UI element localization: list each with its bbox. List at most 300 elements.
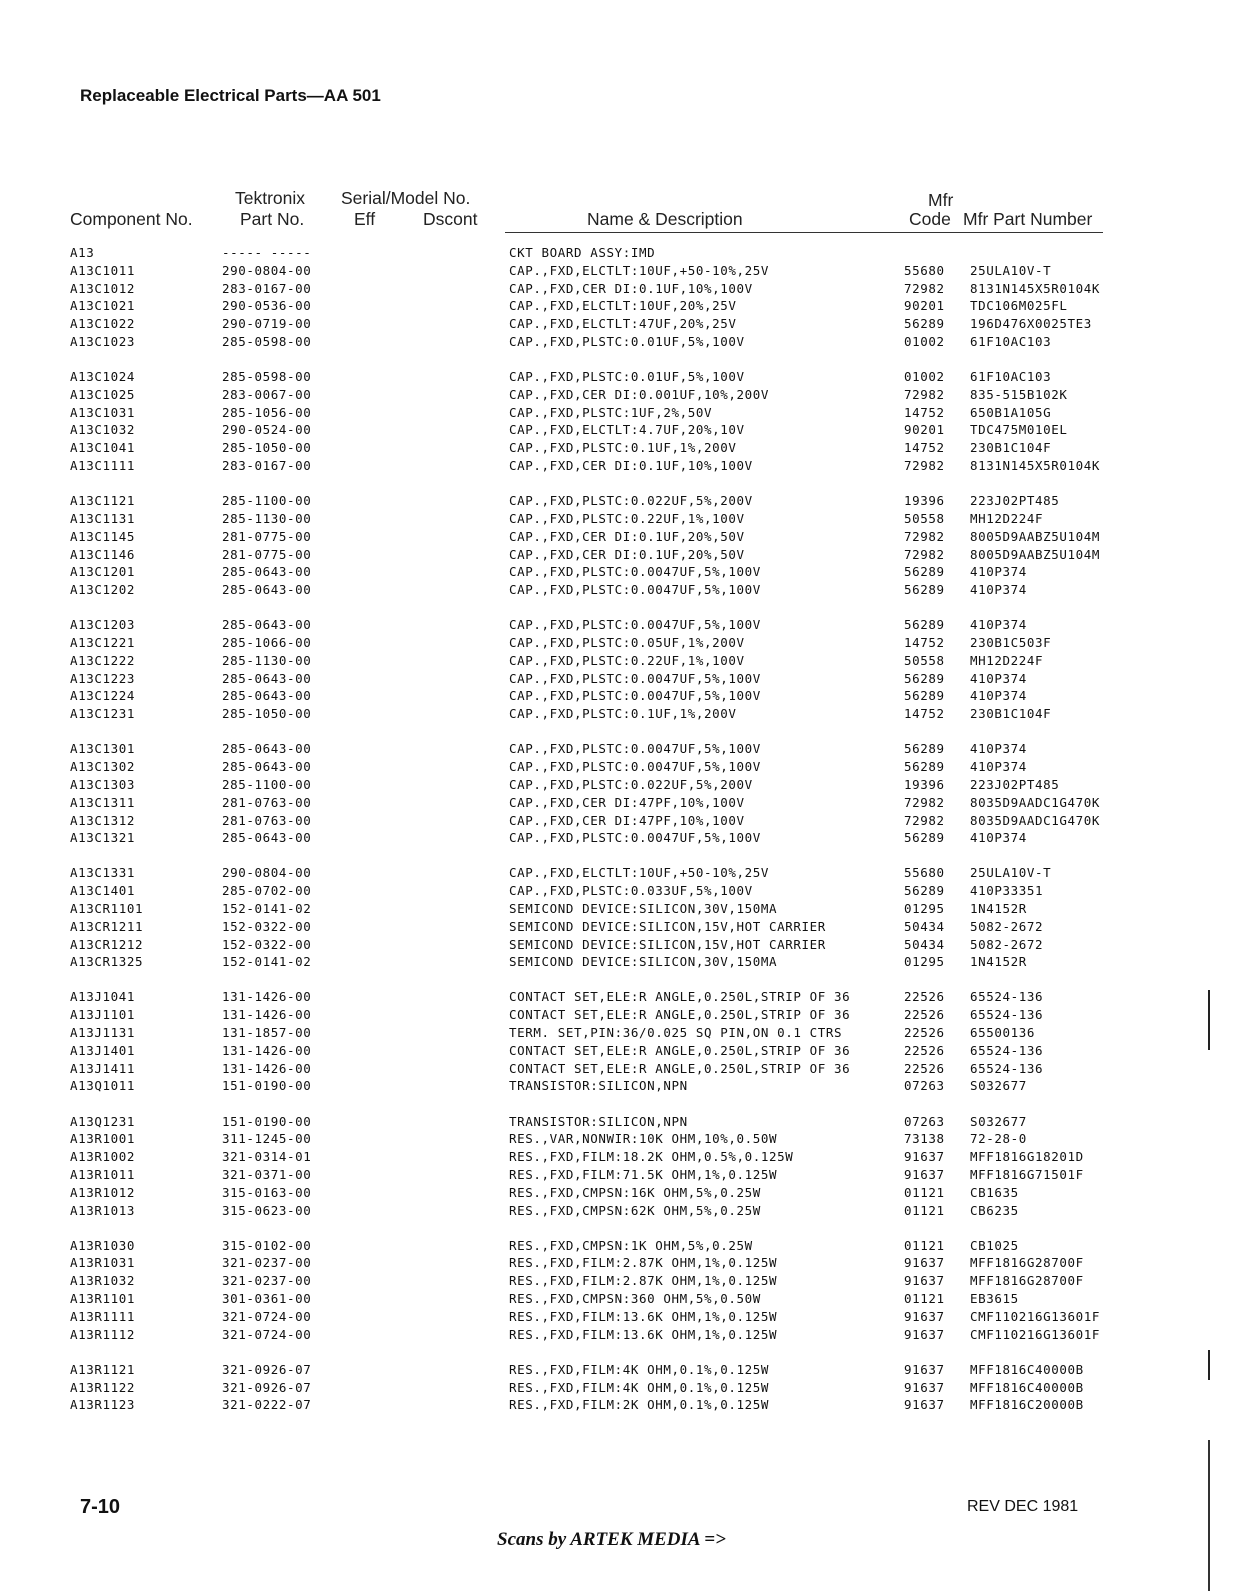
tektronix-part-no: 290-0804-00 [222, 262, 312, 278]
tektronix-part-no: 285-0643-00 [222, 564, 312, 580]
mfr-part-number: 25ULA10V-T [970, 865, 1052, 881]
component-no: A13CR1211 [70, 918, 144, 934]
name-description: CAP.,FXD,ELCTLT:10UF,+50-10%,25V [509, 865, 770, 881]
name-description: CAP.,FXD,CER DI:47PF,10%,100V [509, 794, 745, 810]
table-row [0, 1166, 1233, 1184]
table-row [0, 262, 1233, 280]
mfr-code: 56289 [904, 582, 945, 598]
table-row [0, 1379, 1233, 1397]
table-row [0, 988, 1233, 1006]
table-row [0, 563, 1233, 581]
mfr-code: 01002 [904, 333, 945, 349]
component-no: A13C1021 [70, 298, 136, 314]
name-description: CAP.,FXD,PLSTC:0.022UF,5%,200V [509, 776, 753, 792]
row-group [0, 1237, 1233, 1344]
header-rule [505, 232, 1103, 233]
name-description: RES.,FXD,CMPSN:16K OHM,5%,0.25W [509, 1184, 761, 1200]
table-row [0, 1042, 1233, 1060]
page-title: Replaceable Electrical Parts—AA 501 [80, 86, 381, 105]
component-no: A13C1203 [70, 617, 136, 633]
component-no: A13R1013 [70, 1202, 136, 1218]
mfr-part-number: MFF1816C20000B [970, 1397, 1084, 1413]
table-row [0, 581, 1233, 599]
name-description: CAP.,FXD,PLSTC:0.0047UF,5%,100V [509, 759, 761, 775]
name-description: CAP.,FXD,CER DI:0.1UF,20%,50V [509, 546, 745, 562]
table-row [0, 1237, 1233, 1255]
name-description: SEMICOND DEVICE:SILICON,15V,HOT CARRIER [509, 918, 826, 934]
mfr-code: 56289 [904, 617, 945, 633]
mfr-code: 91637 [904, 1149, 945, 1165]
tektronix-part-no: 131-1857-00 [222, 1025, 312, 1041]
table-row [0, 900, 1233, 918]
name-description: CAP.,FXD,PLSTC:0.0047UF,5%,100V [509, 617, 761, 633]
tektronix-part-no: 281-0763-00 [222, 794, 312, 810]
name-description: CAP.,FXD,CER DI:47PF,10%,100V [509, 812, 745, 828]
name-description: CAP.,FXD,PLSTC:0.1UF,1%,200V [509, 440, 737, 456]
tektronix-part-no: 285-0643-00 [222, 688, 312, 704]
mfr-code: 72982 [904, 280, 945, 296]
name-description: SEMICOND DEVICE:SILICON,30V,150MA [509, 954, 778, 970]
component-no: A13C1301 [70, 741, 136, 757]
table-row [0, 1077, 1233, 1095]
name-description: CONTACT SET,ELE:R ANGLE,0.250L,STRIP OF 36 [509, 1042, 851, 1058]
table-row [0, 244, 1233, 262]
name-description: CAP.,FXD,PLSTC:0.022UF,5%,200V [509, 493, 753, 509]
table-row [0, 758, 1233, 776]
mfr-code: 73138 [904, 1131, 945, 1147]
header-name-description: Name & Description [587, 209, 743, 229]
table-row [0, 1148, 1233, 1166]
table-row [0, 1254, 1233, 1272]
table-row [0, 670, 1233, 688]
tektronix-part-no: 285-0643-00 [222, 759, 312, 775]
component-no: A13C1111 [70, 458, 136, 474]
mfr-part-number: CB1635 [970, 1184, 1019, 1200]
row-group [0, 864, 1233, 971]
scan-edge-mark [1208, 1350, 1210, 1380]
row-group [0, 1361, 1233, 1414]
tektronix-part-no: 321-0222-07 [222, 1397, 312, 1413]
table-row [0, 457, 1233, 475]
table-row [0, 492, 1233, 510]
component-no: A13Q1231 [70, 1113, 136, 1129]
component-no: A13C1146 [70, 546, 136, 562]
name-description: SEMICOND DEVICE:SILICON,15V,HOT CARRIER [509, 936, 826, 952]
table-row [0, 829, 1233, 847]
tektronix-part-no: 321-0237-00 [222, 1273, 312, 1289]
tektronix-part-no: 281-0775-00 [222, 528, 312, 544]
mfr-part-number: CMF110216G13601F [970, 1308, 1101, 1324]
name-description: CAP.,FXD,PLSTC:0.22UF,1%,100V [509, 652, 745, 668]
component-no: A13 [70, 245, 95, 260]
mfr-code: 14752 [904, 440, 945, 456]
component-no: A13Q1011 [70, 1078, 136, 1094]
component-no: A13C1302 [70, 759, 136, 775]
component-no: A13C1145 [70, 528, 136, 544]
table-row [0, 864, 1233, 882]
name-description: RES.,FXD,FILM:71.5K OHM,1%,0.125W [509, 1166, 778, 1182]
mfr-code: 50434 [904, 918, 945, 934]
mfr-part-number: 65524-136 [970, 1007, 1044, 1023]
mfr-code: 07263 [904, 1113, 945, 1129]
mfr-part-number: TDC106M025FL [970, 298, 1068, 314]
tektronix-part-no: 283-0067-00 [222, 386, 312, 402]
mfr-part-number: 61F10AC103 [970, 369, 1052, 385]
name-description: CAP.,FXD,ELCTLT:10UF,20%,25V [509, 298, 737, 314]
mfr-part-number: 8035D9AADC1G470K [970, 794, 1101, 810]
component-no: A13R1032 [70, 1273, 136, 1289]
mfr-code: 55680 [904, 865, 945, 881]
tektronix-part-no: 152-0322-00 [222, 936, 312, 952]
component-no: A13C1224 [70, 688, 136, 704]
table-row [0, 1184, 1233, 1202]
mfr-part-number: MH12D224F [970, 510, 1044, 526]
mfr-part-number: 196D476X0025TE3 [970, 316, 1092, 332]
component-no: A13C1223 [70, 670, 136, 686]
name-description: RES.,FXD,FILM:4K OHM,0.1%,0.125W [509, 1361, 770, 1377]
mfr-code: 14752 [904, 635, 945, 651]
name-description: CAP.,FXD,PLSTC:0.0047UF,5%,100V [509, 741, 761, 757]
mfr-part-number: 8131N145X5R0104K [970, 280, 1101, 296]
table-row [0, 439, 1233, 457]
table-row [0, 421, 1233, 439]
tektronix-part-no: 315-0163-00 [222, 1184, 312, 1200]
table-row [0, 1308, 1233, 1326]
name-description: RES.,FXD,FILM:13.6K OHM,1%,0.125W [509, 1326, 778, 1342]
tektronix-part-no: 285-0598-00 [222, 369, 312, 385]
component-no: A13C1011 [70, 262, 136, 278]
mfr-code: 22526 [904, 1042, 945, 1058]
tektronix-part-no: 321-0926-07 [222, 1361, 312, 1377]
mfr-code: 56289 [904, 759, 945, 775]
mfr-part-number: 230B1C104F [970, 440, 1052, 456]
component-no: A13C1041 [70, 440, 136, 456]
table-row [0, 1326, 1233, 1344]
table-row [0, 687, 1233, 705]
component-no: A13R1121 [70, 1361, 136, 1377]
name-description: RES.,FXD,FILM:2K OHM,0.1%,0.125W [509, 1397, 770, 1413]
mfr-part-number: 5082-2672 [970, 918, 1044, 934]
table-row [0, 740, 1233, 758]
component-no: A13C1012 [70, 280, 136, 296]
tektronix-part-no: 285-1100-00 [222, 776, 312, 792]
mfr-part-number: 8035D9AADC1G470K [970, 812, 1101, 828]
tektronix-part-no: 285-1056-00 [222, 404, 312, 420]
name-description: RES.,FXD,CMPSN:62K OHM,5%,0.25W [509, 1202, 761, 1218]
mfr-code: 90201 [904, 298, 945, 314]
mfr-code: 56289 [904, 830, 945, 846]
mfr-part-number: 65500136 [970, 1025, 1036, 1041]
table-row [0, 297, 1233, 315]
mfr-code: 56289 [904, 741, 945, 757]
component-no: A13C1023 [70, 333, 136, 349]
mfr-code: 91637 [904, 1361, 945, 1377]
row-group [0, 244, 1233, 351]
mfr-code: 01121 [904, 1237, 945, 1253]
table-row [0, 1396, 1233, 1414]
component-no: A13C1031 [70, 404, 136, 420]
mfr-part-number: 8005D9AABZ5U104M [970, 546, 1101, 562]
tektronix-part-no: 152-0322-00 [222, 918, 312, 934]
mfr-part-number: 410P374 [970, 741, 1027, 757]
name-description: RES.,VAR,NONWIR:10K OHM,10%,0.50W [509, 1131, 778, 1147]
page-number: 7-10 [80, 1496, 121, 1518]
name-description: CAP.,FXD,PLSTC:0.05UF,1%,200V [509, 635, 745, 651]
table-row [0, 1060, 1233, 1078]
tektronix-part-no: 321-0724-00 [222, 1326, 312, 1342]
table-row [0, 315, 1233, 333]
mfr-part-number: 223J02PT485 [970, 493, 1060, 509]
component-no: A13C1202 [70, 582, 136, 598]
mfr-part-number: 65524-136 [970, 989, 1044, 1005]
component-no: A13R1122 [70, 1379, 136, 1395]
name-description: CONTACT SET,ELE:R ANGLE,0.250L,STRIP OF 36 [509, 1060, 851, 1076]
component-no: A13C1131 [70, 510, 136, 526]
component-no: A13C1331 [70, 865, 136, 881]
mfr-part-number: 8005D9AABZ5U104M [970, 528, 1101, 544]
mfr-part-number: MFF1816G18201D [970, 1149, 1084, 1165]
header-mfr: Mfr [928, 190, 954, 210]
tektronix-part-no: 290-0804-00 [222, 865, 312, 881]
table-row [0, 953, 1233, 971]
row-group [0, 988, 1233, 1095]
header-part-no: Part No. [240, 209, 305, 229]
tektronix-part-no: 152-0141-02 [222, 900, 312, 916]
name-description: CAP.,FXD,PLSTC:0.0047UF,5%,100V [509, 830, 761, 846]
component-no: A13R1011 [70, 1166, 136, 1182]
mfr-part-number: 410P374 [970, 582, 1027, 598]
header-serial-model: Serial/Model No. [341, 188, 471, 208]
scan-edge-mark [1208, 1440, 1210, 1591]
mfr-code: 72982 [904, 528, 945, 544]
name-description: CKT BOARD ASSY:IMD [509, 245, 656, 260]
mfr-code: 14752 [904, 706, 945, 722]
mfr-code: 91637 [904, 1379, 945, 1395]
component-no: A13J1041 [70, 989, 136, 1005]
mfr-code: 50434 [904, 936, 945, 952]
row-group [0, 492, 1233, 599]
component-no: A13J1411 [70, 1060, 136, 1076]
mfr-code: 56289 [904, 564, 945, 580]
mfr-part-number: 8131N145X5R0104K [970, 458, 1101, 474]
component-no: A13J1401 [70, 1042, 136, 1058]
tektronix-part-no: 281-0775-00 [222, 546, 312, 562]
table-row [0, 794, 1233, 812]
name-description: CAP.,FXD,PLSTC:0.01UF,5%,100V [509, 369, 745, 385]
mfr-part-number: 1N4152R [970, 954, 1027, 970]
scans-credit: Scans by ARTEK MEDIA => [497, 1529, 726, 1550]
name-description: RES.,FXD,FILM:4K OHM,0.1%,0.125W [509, 1379, 770, 1395]
component-no: A13R1031 [70, 1255, 136, 1271]
mfr-code: 72982 [904, 812, 945, 828]
mfr-part-number: 410P374 [970, 688, 1027, 704]
tektronix-part-no: 315-0623-00 [222, 1202, 312, 1218]
component-no: A13C1311 [70, 794, 136, 810]
tektronix-part-no: 285-0643-00 [222, 617, 312, 633]
component-no: A13J1131 [70, 1025, 136, 1041]
component-no: A13R1101 [70, 1291, 136, 1307]
table-row [0, 280, 1233, 298]
tektronix-part-no: 285-1066-00 [222, 635, 312, 651]
name-description: CAP.,FXD,PLSTC:1UF,2%,50V [509, 404, 713, 420]
name-description: RES.,FXD,FILM:2.87K OHM,1%,0.125W [509, 1273, 778, 1289]
name-description: TRANSISTOR:SILICON,NPN [509, 1113, 688, 1129]
mfr-part-number: 230B1C104F [970, 706, 1052, 722]
tektronix-part-no: 321-0314-01 [222, 1149, 312, 1165]
tektronix-part-no: 285-1100-00 [222, 493, 312, 509]
mfr-part-number: 72-28-0 [970, 1131, 1027, 1147]
table-row [0, 1024, 1233, 1042]
mfr-code: 91637 [904, 1326, 945, 1342]
name-description: CAP.,FXD,PLSTC:0.22UF,1%,100V [509, 510, 745, 526]
table-row [0, 812, 1233, 830]
mfr-code: 01002 [904, 369, 945, 385]
table-row [0, 1290, 1233, 1308]
mfr-part-number: MFF1816G28700F [970, 1273, 1084, 1289]
mfr-code: 56289 [904, 688, 945, 704]
tektronix-part-no: 285-1130-00 [222, 652, 312, 668]
mfr-code: 07263 [904, 1078, 945, 1094]
table-row [0, 652, 1233, 670]
parts-table [0, 244, 1233, 1431]
mfr-code: 22526 [904, 1007, 945, 1023]
header-mfr-code: Code [909, 209, 951, 229]
table-row [0, 333, 1233, 351]
mfr-code: 91637 [904, 1255, 945, 1271]
name-description: CAP.,FXD,CER DI:0.1UF,10%,100V [509, 280, 753, 296]
tektronix-part-no: 285-0643-00 [222, 670, 312, 686]
mfr-code: 22526 [904, 989, 945, 1005]
header-mfr-part-number: Mfr Part Number [963, 209, 1093, 229]
mfr-code: 50558 [904, 652, 945, 668]
component-no: A13C1321 [70, 830, 136, 846]
tektronix-part-no: 285-1050-00 [222, 440, 312, 456]
component-no: A13J1101 [70, 1007, 136, 1023]
table-row [0, 616, 1233, 634]
mfr-part-number: MH12D224F [970, 652, 1044, 668]
tektronix-part-no: 315-0102-00 [222, 1237, 312, 1253]
mfr-code: 19396 [904, 493, 945, 509]
mfr-code: 01121 [904, 1184, 945, 1200]
name-description: RES.,FXD,CMPSN:360 OHM,5%,0.50W [509, 1291, 761, 1307]
component-no: A13C1032 [70, 422, 136, 438]
mfr-part-number: EB3615 [970, 1291, 1019, 1307]
name-description: CAP.,FXD,PLSTC:0.033UF,5%,100V [509, 883, 753, 899]
component-no: A13C1025 [70, 386, 136, 402]
header-tektronix: Tektronix [235, 188, 306, 208]
name-description: CAP.,FXD,ELCTLT:10UF,+50-10%,25V [509, 262, 770, 278]
table-row [0, 510, 1233, 528]
tektronix-part-no: 285-0702-00 [222, 883, 312, 899]
mfr-part-number: 410P374 [970, 617, 1027, 633]
name-description: CAP.,FXD,CER DI:0.001UF,10%,200V [509, 386, 770, 402]
tektronix-part-no: 285-0643-00 [222, 830, 312, 846]
tektronix-part-no: 321-0724-00 [222, 1308, 312, 1324]
mfr-code: 91637 [904, 1397, 945, 1413]
mfr-part-number: MFF1816C40000B [970, 1361, 1084, 1377]
mfr-code: 91637 [904, 1273, 945, 1289]
table-row [0, 528, 1233, 546]
table-row [0, 1113, 1233, 1131]
component-no: A13C1221 [70, 635, 136, 651]
name-description: CONTACT SET,ELE:R ANGLE,0.250L,STRIP OF 36 [509, 1007, 851, 1023]
mfr-code: 72982 [904, 546, 945, 562]
tektronix-part-no: 311-1245-00 [222, 1131, 312, 1147]
tektronix-part-no: ----- ----- [222, 245, 312, 260]
table-row [0, 368, 1233, 386]
tektronix-part-no: 283-0167-00 [222, 280, 312, 296]
mfr-code: 22526 [904, 1025, 945, 1041]
mfr-part-number: 410P374 [970, 830, 1027, 846]
component-no: A13R1111 [70, 1308, 136, 1324]
name-description: CAP.,FXD,ELCTLT:47UF,20%,25V [509, 316, 737, 332]
component-no: A13C1401 [70, 883, 136, 899]
component-no: A13R1012 [70, 1184, 136, 1200]
mfr-part-number: 650B1A105G [970, 404, 1052, 420]
tektronix-part-no: 285-1050-00 [222, 706, 312, 722]
tektronix-part-no: 131-1426-00 [222, 989, 312, 1005]
component-no: A13C1121 [70, 493, 136, 509]
tektronix-part-no: 321-0237-00 [222, 1255, 312, 1271]
table-row [0, 936, 1233, 954]
name-description: RES.,FXD,FILM:18.2K OHM,0.5%,0.125W [509, 1149, 794, 1165]
mfr-code: 56289 [904, 316, 945, 332]
mfr-part-number: 61F10AC103 [970, 333, 1052, 349]
mfr-code: 56289 [904, 883, 945, 899]
mfr-part-number: 230B1C503F [970, 635, 1052, 651]
name-description: CAP.,FXD,PLSTC:0.0047UF,5%,100V [509, 688, 761, 704]
component-no: A13C1024 [70, 369, 136, 385]
mfr-part-number: 65524-136 [970, 1060, 1044, 1076]
mfr-code: 56289 [904, 670, 945, 686]
table-row [0, 1006, 1233, 1024]
row-group [0, 368, 1233, 475]
tektronix-part-no: 285-1130-00 [222, 510, 312, 526]
name-description: CAP.,FXD,CER DI:0.1UF,20%,50V [509, 528, 745, 544]
name-description: RES.,FXD,FILM:13.6K OHM,1%,0.125W [509, 1308, 778, 1324]
name-description: CAP.,FXD,PLSTC:0.0047UF,5%,100V [509, 582, 761, 598]
mfr-part-number: MFF1816G71501F [970, 1166, 1084, 1182]
name-description: TRANSISTOR:SILICON,NPN [509, 1078, 688, 1094]
component-no: A13CR1101 [70, 900, 144, 916]
mfr-code: 01121 [904, 1202, 945, 1218]
header-eff: Eff [354, 209, 376, 229]
component-no: A13CR1212 [70, 936, 144, 952]
tektronix-part-no: 131-1426-00 [222, 1042, 312, 1058]
mfr-code: 91637 [904, 1166, 945, 1182]
tektronix-part-no: 285-0598-00 [222, 333, 312, 349]
mfr-code: 01295 [904, 954, 945, 970]
name-description: CAP.,FXD,ELCTLT:4.7UF,20%,10V [509, 422, 745, 438]
mfr-part-number: 5082-2672 [970, 936, 1044, 952]
name-description: SEMICOND DEVICE:SILICON,30V,150MA [509, 900, 778, 916]
mfr-part-number: 25ULA10V-T [970, 262, 1052, 278]
mfr-part-number: CMF110216G13601F [970, 1326, 1101, 1342]
mfr-code: 19396 [904, 776, 945, 792]
table-row [0, 1272, 1233, 1290]
mfr-part-number: 1N4152R [970, 900, 1027, 916]
table-row [0, 386, 1233, 404]
tektronix-part-no: 301-0361-00 [222, 1291, 312, 1307]
component-no: A13R1112 [70, 1326, 136, 1342]
tektronix-part-no: 281-0763-00 [222, 812, 312, 828]
mfr-code: 90201 [904, 422, 945, 438]
mfr-code: 50558 [904, 510, 945, 526]
mfr-part-number: 223J02PT485 [970, 776, 1060, 792]
name-description: CAP.,FXD,PLSTC:0.01UF,5%,100V [509, 333, 745, 349]
revision-date: REV DEC 1981 [967, 1498, 1079, 1515]
name-description: RES.,FXD,FILM:2.87K OHM,1%,0.125W [509, 1255, 778, 1271]
